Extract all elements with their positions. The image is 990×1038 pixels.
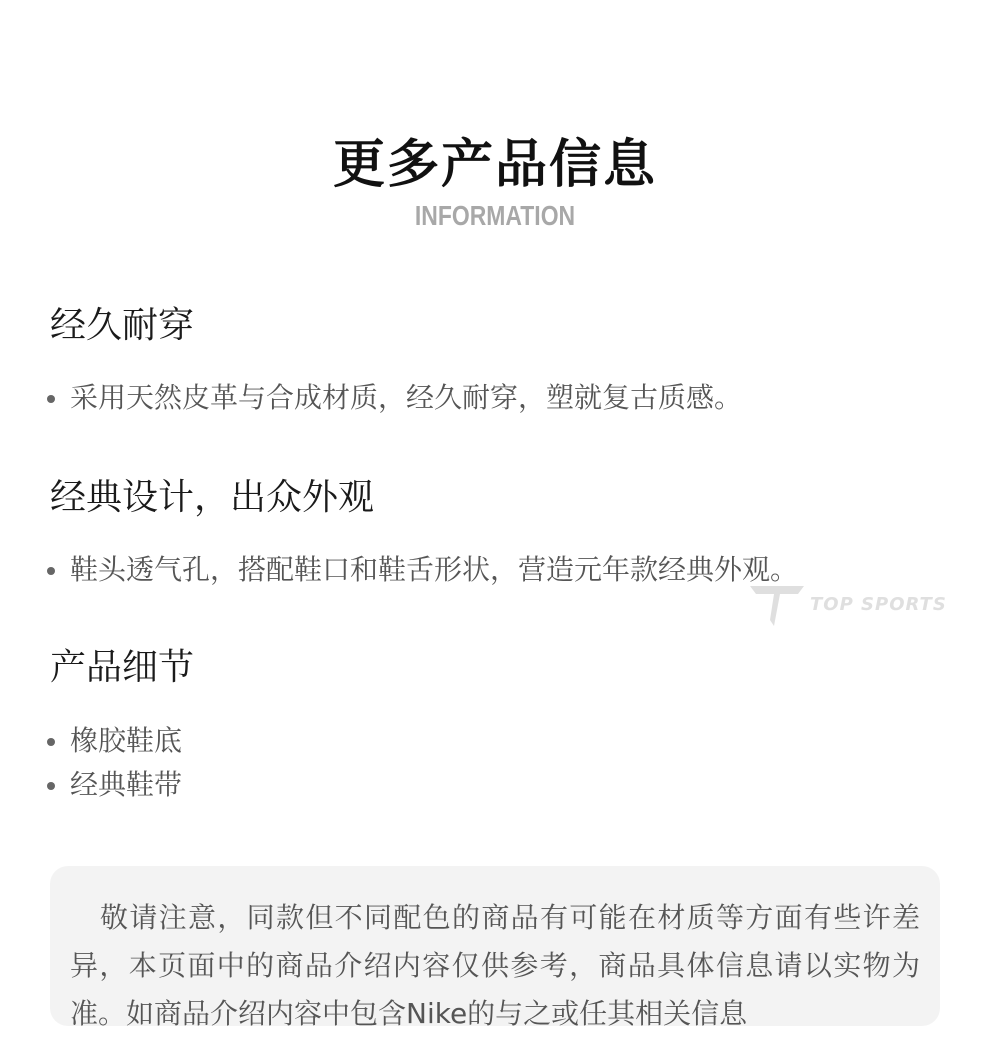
list-item: [50, 376, 950, 420]
bullet-dot-icon: [47, 782, 55, 790]
list-item-text: 采用天然皮革与合成材质，经久耐穿，塑就复古质感。: [70, 381, 743, 414]
bullet-dot-icon: [47, 567, 55, 575]
watermark-text: TOP SPORTS: [810, 594, 947, 615]
list-item-text: 经典鞋带: [70, 768, 183, 801]
section-durable: [50, 302, 950, 420]
page-subtitle: INFORMATION: [414, 200, 576, 231]
bullet-dot-icon: [47, 395, 55, 403]
notice-box: [50, 866, 940, 1030]
topsports-watermark: [748, 582, 947, 632]
bullet-list: [50, 719, 950, 807]
list-item-text: 橡胶鞋底: [70, 724, 183, 757]
bullet-list: [50, 376, 950, 420]
section-heading: 产品细节: [50, 647, 195, 688]
page-title: 更多产品信息: [332, 135, 657, 195]
bullet-dot-icon: [47, 738, 55, 746]
section-product-details: [50, 644, 950, 807]
notice-text: 敬请注意，同款但不同配色的商品有可能在材质等方面有些许差异，本页面中的商品介绍内容仅供参考，商品具体信息请以实物为准。如商品介绍内容中包含Nike的与之或任其相关信息: [70, 901, 920, 1030]
topsports-logo-icon: [748, 582, 808, 632]
section-heading: 经典设计，出众外观: [50, 477, 375, 518]
list-item-text: 鞋头透气孔，搭配鞋口和鞋舌形状，营造元年款经典外观。: [70, 553, 799, 586]
section-classic-design: [50, 474, 950, 592]
list-item: [50, 763, 950, 807]
section-heading: 经久耐穿: [50, 305, 195, 346]
list-item: [50, 719, 950, 763]
